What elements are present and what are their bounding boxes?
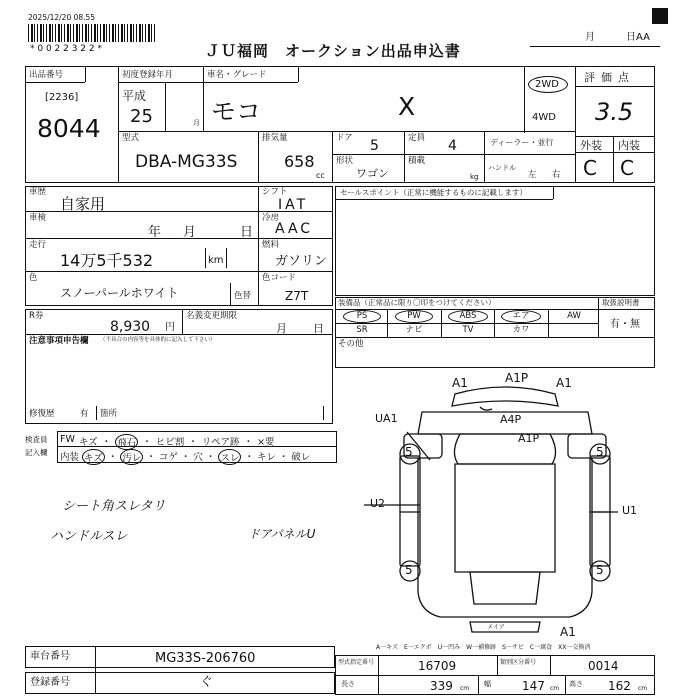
registration-year: 25 — [130, 106, 153, 127]
sales-points-label: セールスポイント（正常に機能するものに記載します） — [340, 188, 527, 197]
checker-item: 飛石 — [115, 434, 138, 450]
left-side-panel — [400, 456, 420, 566]
category-value: 0014 — [588, 659, 619, 673]
windshield — [454, 434, 555, 464]
interior-value: C — [620, 156, 634, 180]
frame-value: MG33S-206760 — [155, 651, 256, 666]
legend: A一キズ E一エクボ U一凹み W一補修跡 S一サビ C一腐食 XX一交換済 — [376, 644, 591, 651]
ownership-book-label: 取扱説明書 — [602, 298, 640, 307]
lot-label: 出品番号 — [29, 70, 64, 80]
type-cert-value: 16709 — [418, 659, 457, 673]
divider — [118, 66, 119, 183]
score-value: 3.5 — [595, 98, 634, 126]
corner-mark — [652, 8, 668, 24]
mark-windshield-a4p: A4P — [500, 413, 522, 426]
inspection-month: 月 — [183, 225, 197, 240]
entry-item: ・ — [107, 452, 118, 463]
repair-box — [96, 406, 324, 420]
ownership-book-value: 有・無 — [610, 319, 640, 330]
entry-item: スレ — [218, 449, 241, 465]
recycle-unit: 円 — [165, 322, 175, 333]
shift-label: シフト — [262, 187, 288, 197]
divider — [478, 675, 479, 695]
entry-label: 記入欄 — [25, 448, 48, 457]
checker-item: ×要 — [257, 437, 275, 448]
displacement-unit: cc — [316, 171, 325, 180]
mark-windshield-a1p: A1P — [518, 432, 540, 445]
name-change-label: 名義変更期限 — [186, 311, 238, 321]
equip-item: カワ — [512, 325, 530, 335]
rear-bumper — [470, 622, 540, 632]
divider — [258, 186, 259, 306]
entry-item: ・ — [205, 452, 216, 463]
fuel-value: ガソリン — [275, 254, 328, 269]
repair-label: 修復歴 — [29, 409, 55, 419]
divider — [118, 82, 203, 83]
mark-right-side: U1 — [622, 504, 638, 517]
mark-tyre: 5 — [596, 563, 604, 577]
equip-item: TV — [462, 325, 474, 335]
entry-item: 破レ — [291, 452, 311, 463]
divider — [25, 211, 333, 212]
header-title: ＪＵ福岡 オークション出品申込書 — [205, 42, 461, 60]
equipment-label: 装備品（正常品に限り〇印をつけてください） — [338, 298, 496, 307]
notes-sub: （不具合の内容等を具体的に記入して下さい） — [100, 337, 216, 343]
equip-item: エア — [512, 311, 530, 321]
shift-value: IAT — [278, 197, 309, 213]
divider — [230, 283, 231, 306]
interior-label: 内装 — [618, 139, 640, 152]
capacity-value: 4 — [448, 138, 457, 154]
exterior-label: 外装 — [580, 139, 602, 152]
color-side: 色替 — [234, 291, 252, 301]
divider — [565, 675, 566, 695]
color-label: 色 — [29, 273, 38, 283]
checker-item: リペア跡 — [201, 437, 240, 448]
capacity-label: 定員 — [408, 133, 426, 143]
handwritten-note: ドアパネルU — [248, 527, 316, 541]
divider — [575, 152, 655, 153]
length-unit: cm — [460, 685, 470, 692]
handle-right: 右 — [552, 170, 561, 180]
divider — [203, 66, 204, 131]
equip-item: PS — [356, 311, 368, 321]
divider — [258, 131, 259, 183]
checker-item: ・ — [243, 437, 254, 448]
divider — [205, 248, 206, 268]
divider — [25, 334, 333, 335]
divider — [335, 337, 655, 338]
divider — [387, 309, 388, 337]
divider — [85, 66, 86, 82]
color-code-value: Z7T — [285, 289, 309, 303]
serial: * 0 0 2 2 3 2 2 * — [30, 44, 102, 54]
divider — [575, 86, 655, 87]
type-cert-label: 型式指定番号 — [338, 659, 375, 666]
divider — [494, 309, 495, 337]
repair-has: 有 — [80, 409, 89, 419]
mark-bottom-small: メイア — [487, 624, 505, 631]
handle-left: 左 — [528, 170, 537, 180]
color-code-label: 色コード — [262, 273, 297, 283]
registration-era: 平成 — [122, 89, 147, 103]
category-label: 類別区分番号 — [500, 659, 537, 666]
recycle-label: R券 — [29, 311, 44, 321]
month-label: 月 — [585, 32, 595, 43]
entry-item: 汚レ — [120, 449, 143, 465]
divider — [378, 655, 379, 695]
checker-item: キズ — [78, 437, 98, 448]
divider — [182, 309, 183, 334]
exterior-value: C — [583, 156, 597, 180]
equip-item: PW — [407, 311, 421, 321]
mark-left-side: U2 — [370, 497, 386, 510]
divider — [332, 131, 333, 183]
divider — [165, 82, 166, 131]
lot-sub: [2236] — [45, 92, 79, 103]
mileage-label: 走行 — [29, 240, 47, 250]
body-shape-label: 形状 — [336, 156, 354, 166]
timestamp: 2025/12/20 08.55 — [28, 13, 96, 22]
divider — [404, 131, 405, 183]
handwritten-note: シート角スレタリ — [62, 499, 166, 514]
equip-item: SR — [356, 325, 368, 335]
right-block — [335, 186, 655, 296]
divider — [118, 131, 575, 132]
drive-2wd: 2WD — [535, 79, 559, 90]
usage-label: 車歴 — [29, 187, 47, 197]
inspection-day: 日 — [240, 225, 254, 240]
mark-line — [480, 407, 492, 410]
checker-item: ヒビ割 — [155, 437, 185, 448]
body-shape-value: ワゴン — [356, 167, 389, 180]
lot-number: 8044 — [37, 114, 101, 143]
displacement-value: 658 — [284, 152, 315, 171]
body-outline — [418, 458, 592, 617]
name-change-day: 日 — [313, 322, 324, 335]
mileage-unit: km — [208, 255, 224, 266]
entry-item: キレ — [256, 452, 276, 463]
divider — [203, 82, 298, 83]
car-grade: X — [398, 92, 416, 121]
mark-top-a1p: A1P — [505, 371, 529, 385]
drive-4wd: 4WD — [532, 112, 556, 123]
entry-item: 内装 — [60, 452, 80, 463]
divider — [335, 323, 598, 324]
entry-row — [60, 449, 310, 465]
divider — [25, 271, 333, 272]
mileage-value: 14万5千532 — [60, 251, 154, 270]
divider — [335, 309, 655, 310]
entry-item: ・ — [278, 452, 289, 463]
date-line — [530, 46, 660, 47]
divider — [335, 199, 553, 200]
aircon-value: AAC — [275, 221, 314, 237]
entry-item: キズ — [82, 449, 105, 465]
color-value: スノーパールホワイト — [60, 286, 179, 300]
registration-label: 初度登録年月 — [122, 70, 174, 80]
divider — [335, 675, 655, 676]
divider — [575, 136, 655, 137]
displacement-label: 排気量 — [262, 133, 288, 143]
checker-item: FW — [60, 434, 75, 445]
width-unit: cm — [550, 685, 560, 692]
divider — [226, 248, 227, 268]
divider — [524, 66, 525, 133]
divider — [575, 66, 576, 183]
mark-top-a1: A1 — [452, 376, 468, 390]
notes-label: 注意事項申告欄 — [29, 336, 89, 346]
doors-value: 5 — [370, 138, 379, 154]
mark-rear: A1 — [560, 625, 576, 639]
mark-top-a1r: A1 — [556, 376, 572, 390]
height-value: 162 — [608, 679, 631, 693]
divider — [613, 136, 614, 183]
divider — [298, 66, 299, 82]
entry-item: ・ — [146, 452, 156, 463]
reg-row — [25, 672, 335, 694]
roof — [455, 464, 555, 572]
length-value: 339 — [430, 679, 453, 693]
divider — [550, 655, 551, 675]
equip-item: ナビ — [405, 325, 423, 335]
handwritten-note: ハンドルスレ — [50, 529, 128, 544]
divider — [497, 655, 498, 675]
entry-item: ・ — [244, 452, 254, 463]
mark-left-front: UA1 — [375, 412, 398, 425]
other-label: その他 — [338, 339, 364, 349]
frame-label: 車台番号 — [30, 651, 70, 662]
entry-item: ・ — [180, 452, 191, 463]
inspection-label: 車検 — [29, 213, 47, 223]
divider — [332, 154, 575, 155]
registration-month-unit: 月 — [193, 119, 200, 127]
handle-label: ハンドル — [488, 164, 516, 172]
reg-number-value: ぐ — [200, 675, 214, 690]
mark-tyre: 5 — [405, 445, 413, 459]
divider — [553, 186, 554, 199]
length-label: 長さ — [341, 680, 355, 688]
mark-tyre: 5 — [405, 563, 413, 577]
divider — [25, 82, 85, 83]
repair-box-label: 箇所 — [100, 409, 118, 419]
recycle-value: 8,930 — [110, 319, 151, 335]
checker-item: ・ — [188, 437, 198, 448]
score-label: 評価点 — [584, 71, 635, 84]
entry-item: コゲ — [158, 452, 178, 463]
car-name-label: 車名・グレード — [207, 70, 267, 80]
rear-window — [470, 572, 540, 604]
width-value: 147 — [522, 679, 545, 693]
width-label: 幅 — [484, 680, 491, 688]
model-value: DBA-MG33S — [135, 152, 238, 172]
car-name: モコ — [211, 97, 262, 126]
checker-item: ・ — [101, 437, 112, 448]
divider — [441, 309, 442, 337]
mark-tyre: 5 — [596, 445, 604, 459]
usage-value: 自家用 — [60, 195, 106, 213]
divider — [484, 131, 485, 183]
height-unit: cm — [638, 685, 648, 692]
aircon-label: 冷房 — [262, 213, 280, 223]
divider — [25, 238, 333, 239]
load-label: 積載 — [408, 156, 426, 166]
checker-item: ・ — [142, 437, 152, 448]
load-unit: kg — [470, 173, 479, 181]
checker-row — [60, 434, 275, 450]
fuel-label: 燃料 — [262, 240, 280, 250]
barcode — [28, 24, 156, 42]
reg-number-label: 登録番号 — [30, 677, 70, 688]
equip-item: AW — [567, 311, 581, 321]
day-label: 日AA — [626, 32, 650, 43]
height-label: 高さ — [569, 680, 583, 688]
dealer-label: ディーラー・並行 — [490, 138, 554, 147]
entry-item: 穴 — [193, 452, 203, 463]
front-bumper — [452, 387, 558, 406]
model-label: 型式 — [122, 133, 140, 143]
checker-label: 検査員 — [25, 435, 48, 444]
inspection-year: 年 — [148, 225, 162, 240]
right-side-panel — [590, 456, 610, 566]
doors-label: ドア — [336, 133, 353, 143]
name-change-month: 月 — [276, 322, 287, 335]
equip-item: ABS — [459, 311, 477, 321]
